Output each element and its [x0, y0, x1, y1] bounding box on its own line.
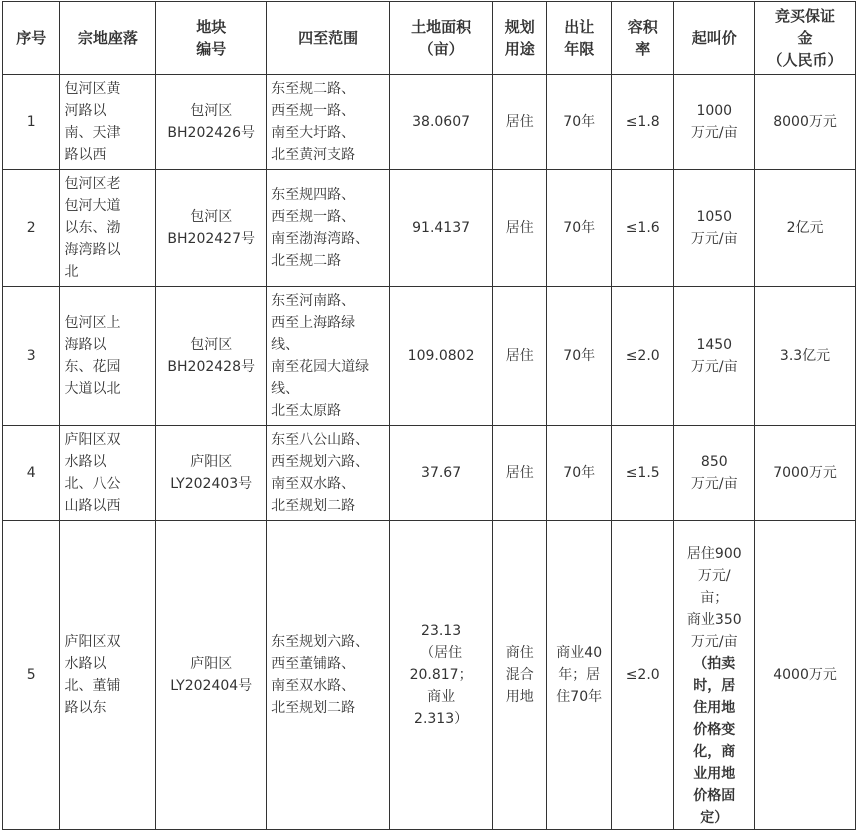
land-auction-table	[2, 1, 856, 830]
table-row	[3, 170, 856, 287]
cell-area: 23.13 （居住 20.817； 商业 2.313）	[390, 521, 493, 830]
cell-location: 包河区老 包河大道 以东、渤 海湾路以 北	[60, 170, 156, 287]
header-term: 出让 年限	[547, 2, 612, 75]
header-boundary: 四至范围	[267, 2, 390, 75]
cell-location: 包河区上 海路以 东、花园 大道以北	[60, 287, 156, 426]
cell-parcel-no: 包河区 BH202427号	[156, 170, 267, 287]
cell-parcel-no: 庐阳区 LY202403号	[156, 426, 267, 521]
cell-area: 37.67	[390, 426, 493, 521]
cell-deposit: 3.3亿元	[755, 287, 856, 426]
cell-deposit: 2亿元	[755, 170, 856, 287]
cell-area: 38.0607	[390, 75, 493, 170]
cell-far: ≤1.6	[611, 170, 674, 287]
cell-boundary: 东至规划六路、 西至董铺路、 南至双水路、 北至规划二路	[267, 521, 390, 830]
header-location: 宗地座落	[60, 2, 156, 75]
cell-term: 70年	[547, 426, 612, 521]
table-row	[3, 287, 856, 426]
header-parcel-no: 地块 编号	[156, 2, 267, 75]
cell-parcel-no: 庐阳区 LY202404号	[156, 521, 267, 830]
cell-parcel-no: 包河区 BH202428号	[156, 287, 267, 426]
cell-parcel-no: 包河区 BH202426号	[156, 75, 267, 170]
cell-boundary: 东至规四路、 西至规一路、 南至渤海湾路、 北至规二路	[267, 170, 390, 287]
table-row	[3, 426, 856, 521]
cell-start-price: 1000 万元/亩	[674, 75, 755, 170]
cell-start-price: 850 万元/亩	[674, 426, 755, 521]
cell-usage: 居住	[493, 75, 547, 170]
start-price-text: 居住900 万元/ 亩； 商业350 万元/亩	[686, 546, 742, 650]
start-price-note: （拍卖 时，居 住用地 价格变 化，商 业用地 价格固 定）	[693, 656, 736, 826]
cell-seq: 1	[3, 75, 60, 170]
table-row	[3, 75, 856, 170]
cell-term: 70年	[547, 170, 612, 287]
cell-usage: 居住	[493, 287, 547, 426]
cell-seq: 5	[3, 521, 60, 830]
cell-start-price	[674, 521, 755, 830]
cell-start-price: 1450 万元/亩	[674, 287, 755, 426]
cell-area: 109.0802	[390, 287, 493, 426]
cell-far: ≤2.0	[611, 521, 674, 830]
cell-term: 商业40 年；居 住70年	[547, 521, 612, 830]
cell-usage: 商住 混合 用地	[493, 521, 547, 830]
cell-location: 庐阳区双 水路以 北、八公 山路以西	[60, 426, 156, 521]
header-deposit: 竞买保证 金 （人民币）	[755, 2, 856, 75]
cell-far: ≤1.8	[611, 75, 674, 170]
cell-deposit: 4000万元	[755, 521, 856, 830]
cell-location: 包河区黄 河路以 南、天津 路以西	[60, 75, 156, 170]
cell-location: 庐阳区双 水路以 北、董铺 路以东	[60, 521, 156, 830]
cell-seq: 3	[3, 287, 60, 426]
cell-term: 70年	[547, 287, 612, 426]
cell-deposit: 8000万元	[755, 75, 856, 170]
cell-seq: 2	[3, 170, 60, 287]
cell-term: 70年	[547, 75, 612, 170]
cell-deposit: 7000万元	[755, 426, 856, 521]
cell-usage: 居住	[493, 426, 547, 521]
header-usage: 规划 用途	[493, 2, 547, 75]
cell-usage: 居住	[493, 170, 547, 287]
cell-far: ≤2.0	[611, 287, 674, 426]
cell-far: ≤1.5	[611, 426, 674, 521]
cell-boundary: 东至河南路、 西至上海路绿 线、 南至花园大道绿 线、 北至太原路	[267, 287, 390, 426]
cell-boundary: 东至规二路、 西至规一路、 南至大圩路、 北至黄河支路	[267, 75, 390, 170]
cell-seq: 4	[3, 426, 60, 521]
header-start-price: 起叫价	[674, 2, 755, 75]
cell-area: 91.4137	[390, 170, 493, 287]
header-area: 土地面积 （亩）	[390, 2, 493, 75]
cell-start-price: 1050 万元/亩	[674, 170, 755, 287]
cell-boundary: 东至八公山路、 西至规划六路、 南至双水路、 北至规划二路	[267, 426, 390, 521]
header-far: 容积 率	[611, 2, 674, 75]
table-row	[3, 521, 856, 830]
header-seq: 序号	[3, 2, 60, 75]
table-header-row	[3, 2, 856, 75]
